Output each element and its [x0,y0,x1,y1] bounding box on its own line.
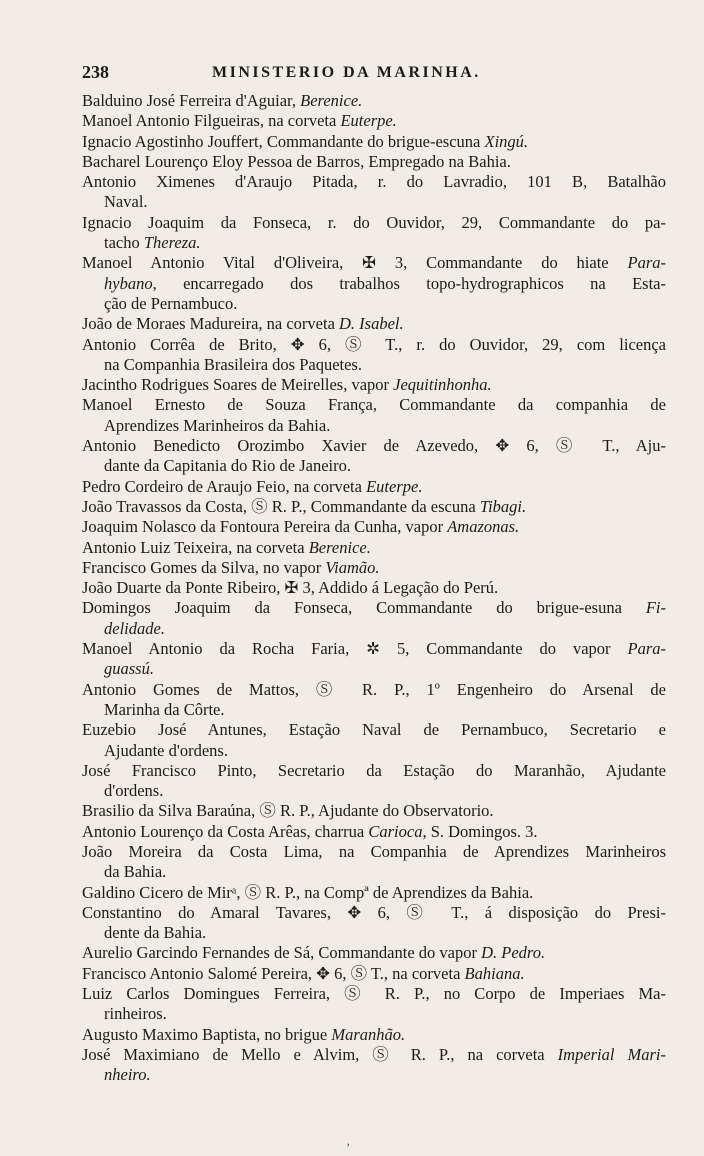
entry-text: Domingos Joaquim da Fonseca, Commandante do brigue-esuna [82,598,646,618]
entry-text: Naval. [104,192,148,212]
italic-text: Bahiana. [464,963,525,983]
entry-line [82,416,666,436]
entry-text: Jacintho Rodrigues Soares de Meirelles, vapor [82,375,394,395]
list-entry [82,964,666,984]
entry-text: Ignacio Agostinho Jouffert, Commandante do brigue-escuna [82,131,485,151]
entry-line [82,213,666,233]
italic-text: D. Pedro. [481,943,546,963]
entry-line [82,152,666,172]
page-title: MINISTERIO DA MARINHA. [212,64,481,81]
entry-text: Euzebio José Antunes, Estação Naval de Pernambuco, Secretario e [82,720,666,740]
entry-text: José Maximiano de Mello e Alvim, Ⓢ R. P., na corveta [82,1044,558,1064]
entry-line [82,1065,666,1085]
entry-text: Bacharel Lourenço Eloy Pessoa de Barros, Empregado na Bahia. [82,151,511,171]
italic-text: Imperial Mari- [557,1044,666,1064]
list-entry [82,497,666,517]
entry-line [82,984,666,1004]
entry-text: d'ordens. [104,781,164,801]
entry-line [82,91,666,111]
entry-line [82,639,666,659]
list-entry [82,761,666,802]
list-entry [82,213,666,254]
entry-text: Antonio Corrêa de Brito, ✥ 6, Ⓢ T., r. do Ouvidor, 29, com licença [82,334,666,354]
entry-text: dente da Bahia. [104,923,207,943]
entry-line [82,883,666,903]
list-entry [82,335,666,376]
entry-line [82,680,666,700]
entry-text: Manoel Antonio Vital d'Oliveira, ✠ 3, Commandante do hiate [82,253,628,273]
italic-text: Euterpe. [340,111,397,131]
entry-line [82,964,666,984]
entry-text: Antonio Luiz Teixeira, na corveta [82,537,309,557]
entry-line [82,192,666,212]
entry-line [82,1045,666,1065]
list-entry [82,172,666,213]
entry-line [82,923,666,943]
entry-line [82,720,666,740]
list-entry [82,375,666,395]
list-entry [82,801,666,821]
list-entry [82,1045,666,1086]
page-header [82,62,662,86]
entry-line [82,233,666,253]
italic-text: Jequitinhonha. [393,375,492,395]
entry-line [82,943,666,963]
entry-line [82,395,666,415]
entry-line [82,375,666,395]
italic-text: Para- [627,639,666,659]
entry-text: Antonio Gomes de Mattos, Ⓢ R. P., 1º Engenheiro do Arsenal de [82,679,666,699]
italic-text: Viamão. [325,557,380,577]
list-entry [82,883,666,903]
entry-text: tacho [104,233,144,253]
entry-line [82,801,666,821]
list-entry [82,517,666,537]
entry-text: Antonio Benedicto Orozimbo Xavier de Azevedo, ✥ 6, Ⓢ T., Aju- [82,436,666,456]
entry-line [82,253,666,273]
list-entry [82,132,666,152]
entry-text: da Bahia. [104,862,167,882]
list-entry [82,477,666,497]
list-entry [82,842,666,883]
entry-text: Ajudante d'ordens. [104,740,228,760]
entry-line [82,294,666,314]
entry-text: Brasilio da Silva Baraúna, Ⓢ R. P., Ajudante do Observatorio. [82,801,494,821]
list-entry [82,253,666,314]
list-entry [82,903,666,944]
italic-text: Berenice. [308,537,371,557]
italic-text: Berenice. [300,91,363,110]
entry-text: na Companhia Brasileira dos Paquetes. [104,354,362,374]
list-entry [82,436,666,477]
list-entry [82,720,666,761]
entry-text: Francisco Gomes da Silva, no vapor [82,557,326,577]
italic-text: guassú. [104,659,154,679]
entry-text: Manoel Antonio Filgueiras, na corveta [82,111,341,131]
entry-line [82,132,666,152]
list-entry [82,943,666,963]
entry-line [82,355,666,375]
entry-line [82,598,666,618]
italic-text: Tibagi. [479,496,527,516]
entry-text: Francisco Antonio Salomé Pereira, ✥ 6, Ⓢ T., na corveta [82,963,465,983]
page-number: 238 [82,62,109,82]
entry-line [82,781,666,801]
entry-text: rinheiros. [104,1004,167,1024]
entry-text: Pedro Cordeiro de Araujo Feio, na corveta [82,476,367,496]
entry-text: Augusto Maximo Baptista, no brigue [82,1024,332,1044]
italic-text: Amazonas. [447,517,520,537]
entry-line [82,477,666,497]
list-entry [82,314,666,334]
entry-text: , encarregado dos trabalhos topo-hydrographicos na Esta- [152,273,666,293]
list-entry [82,984,666,1025]
entry-text: Aprendizes Marinheiros da Bahia. [104,415,331,435]
entry-line [82,659,666,679]
italic-text: D. Isabel. [339,314,404,334]
entry-line [82,456,666,476]
entry-line [82,619,666,639]
entry-text: Manoel Antonio da Rocha Faria, ✲ 5, Commandante do vapor [82,639,628,659]
list-entry [82,538,666,558]
entry-text: João de Moraes Madureira, na corveta [82,314,340,334]
list-entry [82,680,666,721]
officer-list [82,91,666,1086]
entry-line [82,517,666,537]
italic-text: hybano [104,273,153,293]
italic-text: Fi- [645,598,666,618]
entry-text: Antonio Lourenço da Costa Arêas, charrua [82,821,369,841]
entry-line [82,842,666,862]
entry-text: Ignacio Joaquim da Fonseca, r. do Ouvidor, 29, Commandante do pa- [82,212,666,232]
italic-text: Euterpe. [366,476,423,496]
italic-text: nheiro. [104,1065,151,1085]
list-entry [82,822,666,842]
list-entry [82,395,666,436]
entry-text: José Francisco Pinto, Secretario da Estação do Maranhão, Ajudante [82,760,666,780]
entry-line [82,111,666,131]
entry-line [82,822,666,842]
italic-text: Para- [627,253,666,273]
entry-line [82,274,666,294]
entry-line [82,172,666,192]
list-entry [82,1025,666,1045]
entry-text: João Travassos da Costa, Ⓢ R. P., Commandante da escuna [82,496,480,516]
entry-line [82,1004,666,1024]
italic-text: Carioca [368,821,423,841]
entry-line [82,497,666,517]
entry-line [82,1025,666,1045]
list-entry [82,578,666,598]
entry-text: João Duarte da Ponte Ribeiro, ✠ 3, Addido á Legação do Perú. [82,578,499,598]
entry-text: ção de Pernambuco. [104,293,238,313]
entry-text: Manoel Ernesto de Souza França, Commandante da companhia de [82,395,666,415]
entry-line [82,558,666,578]
list-entry [82,91,666,111]
stray-mark: ʼ [346,1140,351,1155]
entry-line [82,862,666,882]
entry-line [82,578,666,598]
entry-line [82,335,666,355]
entry-line [82,761,666,781]
entry-text: Balduino José Ferreira d'Aguiar, [82,91,301,110]
entry-text: , S. Domingos. 3. [422,821,538,841]
italic-text: Maranhão. [331,1024,406,1044]
entry-line [82,741,666,761]
list-entry [82,639,666,680]
entry-line [82,538,666,558]
entry-line [82,436,666,456]
italic-text: Thereza. [143,233,201,253]
entry-line [82,903,666,923]
entry-text: João Moreira da Costa Lima, na Companhia de Aprendizes Marinheiros [82,841,666,861]
entry-line [82,314,666,334]
entry-text: Luiz Carlos Domingues Ferreira, Ⓢ R. P., no Corpo de Imperiaes Ma- [82,984,666,1004]
italic-text: Xingú. [484,131,529,151]
entry-text: Marinha da Côrte. [104,699,225,719]
entry-text: Constantino do Amaral Tavares, ✥ 6, Ⓢ T., á disposição do Presi- [82,902,666,922]
entry-text: Antonio Ximenes d'Araujo Pitada, r. do Lavradio, 101 B, Batalhão [82,172,666,192]
entry-text: dante da Capitania do Rio de Janeiro. [104,456,351,476]
entry-text: Aurelio Garcindo Fernandes de Sá, Commandante do vapor [82,943,482,963]
list-entry [82,152,666,172]
entry-text: Galdino Cicero de Mirᵃ, Ⓢ R. P., na Compª de Aprendizes da Bahia. [82,882,534,902]
list-entry [82,111,666,131]
entry-line [82,700,666,720]
entry-text: Joaquim Nolasco da Fontoura Pereira da Cunha, vapor [82,517,448,537]
list-entry [82,558,666,578]
italic-text: delidade. [104,618,165,638]
list-entry [82,598,666,639]
